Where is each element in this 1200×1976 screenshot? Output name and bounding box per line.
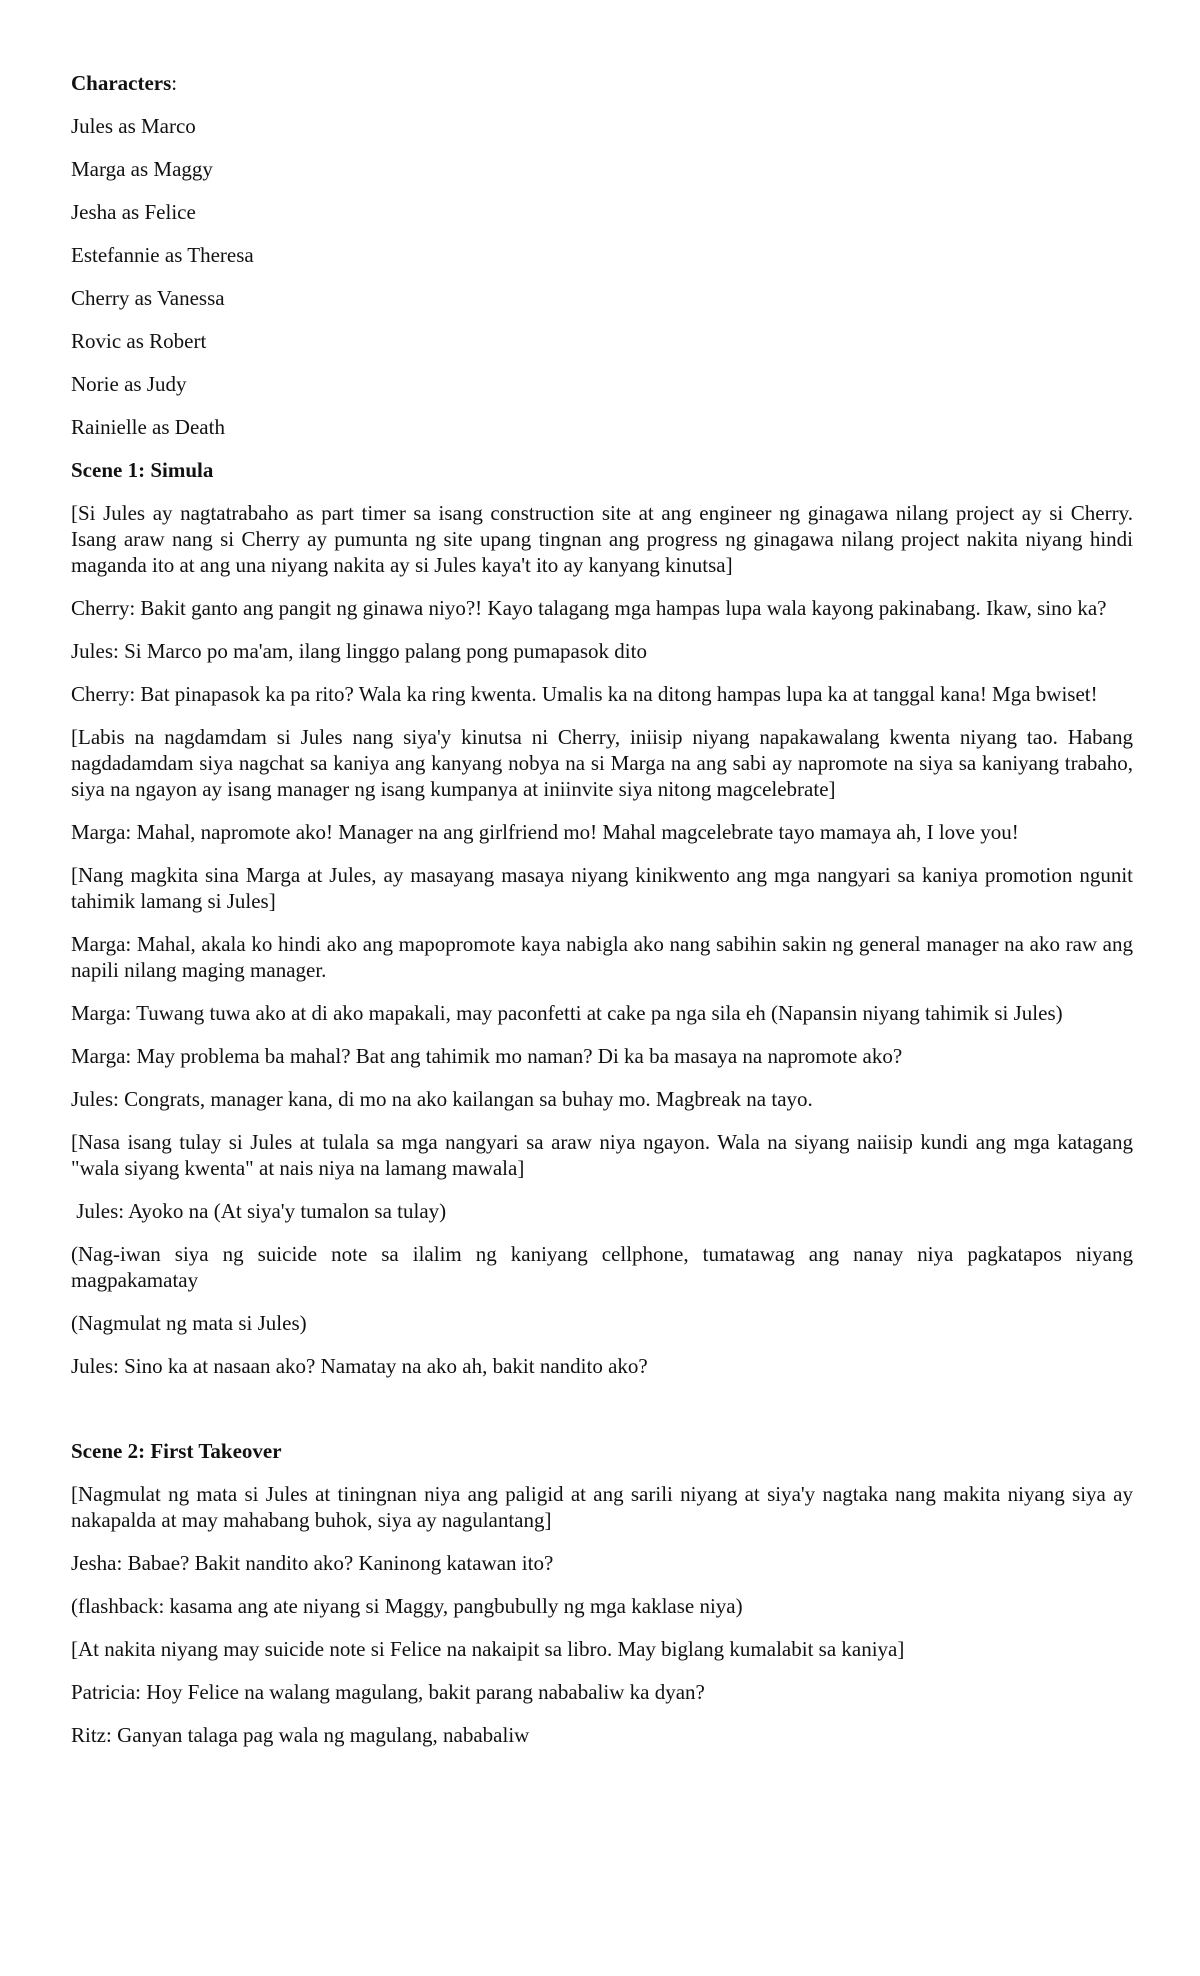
script-line: Marga: Mahal, napromote ako! Manager na ang girlfriend mo! Mahal magcelebrate tayo mamaya ah, I love you! [71,820,1019,844]
script-line: [Nasa isang tulay si Jules at tulala sa mga nangyari sa araw niya ngayon. Wala na siyang naiisip kundi ang mga katagang "wala siyang kwenta" at nais niya na lamang mawala] [71,1130,1133,1180]
script-line: [Labis na nagdamdam si Jules nang siya'y kinutsa ni Cherry, iniisip niyang napakawalang kwenta niyang tao. Habang nagdadamdam siya nagchat sa kaniya ang kanyang nobya na si Marga na ang sabi ay napromote na siya sa kaniyang trabaho, siya na ngayon ay isang manager ng isang kumpanya at iniinvite siya nitong magcelebrate] [71,725,1133,801]
script-line: Marga: Tuwang tuwa ako at di ako mapakali, may paconfetti at cake pa nga sila eh (Napansin niyang tahimik si Jules) [71,1001,1063,1025]
document-page [71,70,1133,1765]
script-line: Marga: Mahal, akala ko hindi ako ang mapopromote kaya nabigla ako nang sabihin sakin ng general manager na ako raw ang napili nilang maging manager. [71,932,1133,982]
characters-heading-text: Characters [71,71,172,95]
cast-line: Rainielle as Death [71,415,225,439]
script-line: (flashback: kasama ang ate niyang si Maggy, pangbubully ng mga kaklase niya) [71,1594,743,1618]
script-line: Jules: Congrats, manager kana, di mo na ako kailangan sa buhay mo. Magbreak na tayo. [71,1087,813,1111]
cast-line: Estefannie as Theresa [71,243,254,267]
cast-line: Rovic as Robert [71,329,207,353]
script-line: Jules: Sino ka at nasaan ako? Namatay na ako ah, bakit nandito ako? [71,1354,648,1378]
scene-1-heading: Scene 1: Simula [71,458,214,482]
cast-line: Cherry as Vanessa [71,286,225,310]
section-spacer [71,1396,1133,1438]
script-line: (Nagmulat ng mata si Jules) [71,1311,307,1335]
cast-line: Jesha as Felice [71,200,196,224]
cast-line: Marga as Maggy [71,157,213,181]
characters-heading [71,70,1133,96]
script-line: Ritz: Ganyan talaga pag wala ng magulang, nababaliw [71,1723,530,1747]
script-line: Cherry: Bakit ganto ang pangit ng ginawa niyo?! Kayo talagang mga hampas lupa wala kayong pakinabang. Ikaw, sino ka? [71,596,1107,620]
cast-line: Jules as Marco [71,114,196,138]
script-line: Jules: Si Marco po ma'am, ilang linggo palang pong pumapasok dito [71,639,647,663]
script-line: Marga: May problema ba mahal? Bat ang tahimik mo naman? Di ka ba masaya na napromote ako? [71,1044,903,1068]
script-line: [Nagmulat ng mata si Jules at tiningnan niya ang paligid at ang sarili niyang at siya'y nagtaka nang makita niyang siya ay nakapalda at may mahabang buhok, siya ay nagulantang] [71,1482,1133,1532]
script-line: (Nag-iwan siya ng suicide note sa ilalim ng kaniyang cellphone, tumatawag ang nanay niya pagkatapos niyang magpakamatay [71,1242,1133,1292]
script-line: [Si Jules ay nagtatrabaho as part timer sa isang construction site at ang engineer ng ginagawa nilang project ay si Cherry. Isang araw nang si Cherry ay pumunta ng site upang tingnan ang progress ng ginagawa nilang project nakita niyang hindi maganda ito at ang una niyang nakita ay si Jules kaya't ito ay kanyang kinutsa] [71,501,1133,577]
script-line: Jules: Ayoko na (At siya'y tumalon sa tulay) [71,1199,447,1223]
script-line: [Nang magkita sina Marga at Jules, ay masayang masaya niyang kinikwento ang mga nangyari sa kaniya promotion ngunit tahimik lamang si Jules] [71,863,1133,913]
script-line: Patricia: Hoy Felice na walang magulang, bakit parang nababaliw ka dyan? [71,1680,705,1704]
characters-heading-colon: : [171,71,178,95]
script-line: Jesha: Babae? Bakit nandito ako? Kaninong katawan ito? [71,1551,554,1575]
cast-line: Norie as Judy [71,372,187,396]
script-line: Cherry: Bat pinapasok ka pa rito? Wala ka ring kwenta. Umalis ka na ditong hampas lupa ka at tanggal kana! Mga bwiset! [71,682,1098,706]
scene-2-heading: Scene 2: First Takeover [71,1439,282,1463]
script-line: [At nakita niyang may suicide note si Felice na nakaipit sa libro. May biglang kumalabit sa kaniya] [71,1637,905,1661]
